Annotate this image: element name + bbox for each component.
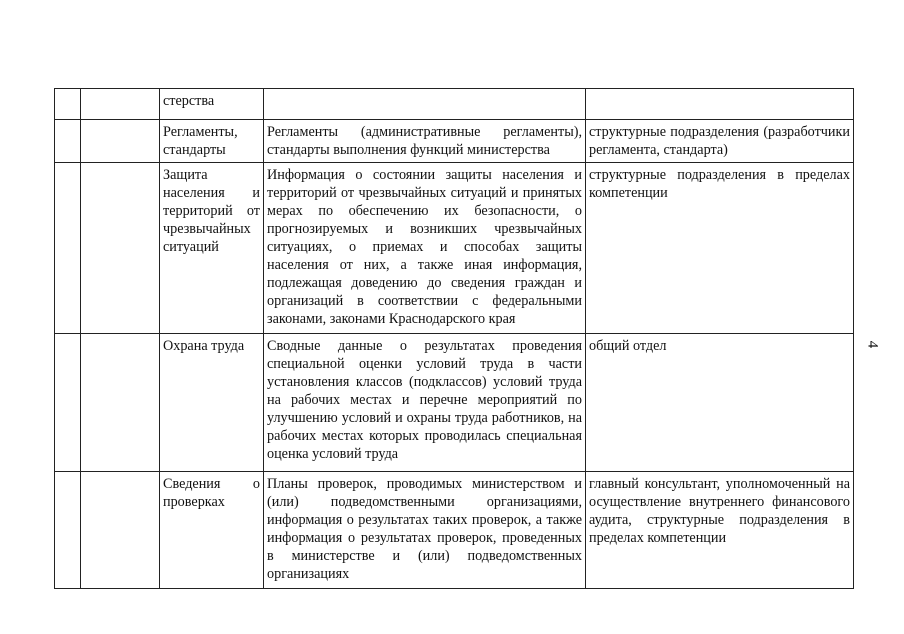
description-cell: Регламенты (административные регламенты), стандарты выполнения функций министерства [264,120,586,163]
category-cell: стерства [160,89,264,120]
row-number-cell [55,120,81,163]
section-cell [81,334,160,472]
info-table [54,88,854,589]
section-cell [81,89,160,120]
description-cell: Сводные данные о результатах проведения специальной оценки условий труда в части установления классов (подклассов) условий труда на рабочих местах и перечне мероприятий по улучшению условий и охраны труда работников, на рабочих местах которых проводилась специальная оценка условий труда [264,334,586,472]
responsible-cell: структурные подразделения (разработчики регламента, стандарта) [586,120,854,163]
table-row [55,472,854,589]
description-cell: Информация о состоянии защиты населения и территорий от чрезвычайных ситуаций и принятых мерах по обеспечению их безопасности, о прогнозируемых и возникших чрезвычайных ситуациях, о приемах и способах защиты населения от них, а также иная информация, подлежащая доведению до сведения граждан и организаций в соответствии с федеральными законами, законами Краснодарского края [264,163,586,334]
table-row [55,334,854,472]
responsible-cell: общий отдел [586,334,854,472]
responsible-cell [586,89,854,120]
section-cell [81,120,160,163]
row-number-cell [55,163,81,334]
row-number-cell [55,472,81,589]
section-cell [81,472,160,589]
responsible-cell: структурные подразделения в пределах компетенции [586,163,854,334]
table-row [55,163,854,334]
category-cell: Защита населения и территорий от чрезвычайных ситуаций [160,163,264,334]
category-cell: Сведения о проверках [160,472,264,589]
category-cell: Регламенты, стандарты [160,120,264,163]
table-row [55,89,854,120]
description-cell: Планы проверок, проводимых министерством и (или) подведомственными организациями, информация о результатах таких проверок, а также информация о результатах проверок, проведенных в министерстве и (или) подведомственных организациях [264,472,586,589]
page-number: 4 [864,340,881,349]
row-number-cell [55,89,81,120]
responsible-cell: главный консультант, уполномоченный на осуществление внутреннего финансового аудита, структурные подразделения в пределах компетенции [586,472,854,589]
row-number-cell [55,334,81,472]
section-cell [81,163,160,334]
table-row [55,120,854,163]
category-cell: Охрана труда [160,334,264,472]
description-cell [264,89,586,120]
